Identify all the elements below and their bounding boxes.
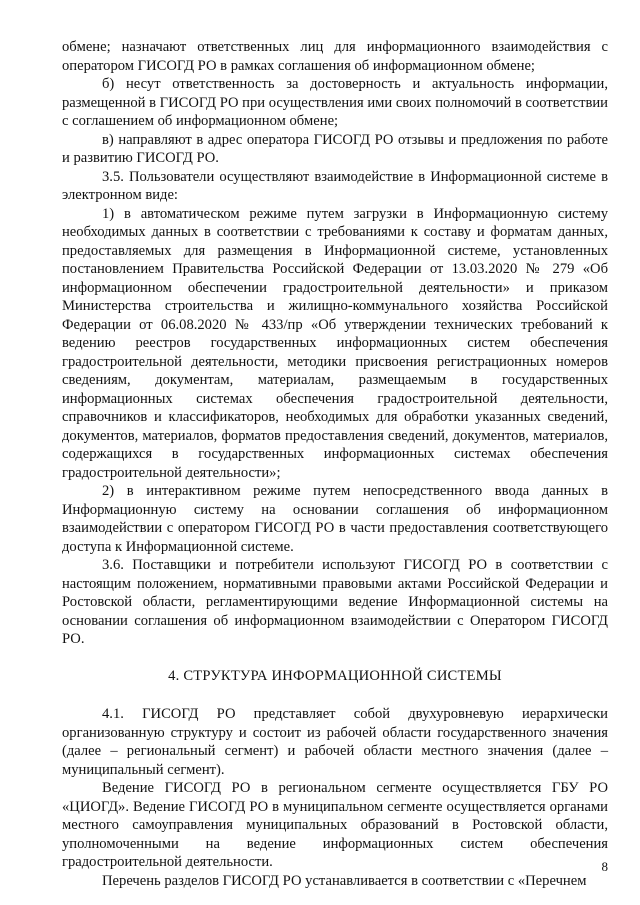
paragraph: б) несут ответственность за достоверность и актуальность информации, размещенной в ГИСОГД РО при осуществления ими своих полномочий в соответствии с соглашением об информационном обмене; bbox=[62, 76, 608, 129]
paragraph: 3.6. Поставщики и потребители используют ГИСОГД РО в соответствии с настоящим положением, нормативными правовыми актами Российской Федерации и Ростовской области, регламентирующими ведение Информационной системы на основании соглашения об информационном взаимодействии с Оператором ГИСОГД РО. bbox=[62, 557, 608, 647]
paragraph: Ведение ГИСОГД РО в региональном сегменте осуществляется ГБУ РО «ЦИОГД». Ведение ГИСОГД РО в муниципальном сегменте осуществляется органами местного самоуправления муниципальных образований в Ростовской области, уполномоченными на ведение информационных систем обеспечения градостроительной деятельности. bbox=[62, 780, 608, 870]
paragraph: 3.5. Пользователи осуществляют взаимодействие в Информационной системе в электронном виде: bbox=[62, 168, 608, 203]
paragraph: Перечень разделов ГИСОГД РО устанавливается в соответствии с «Перечнем bbox=[102, 872, 587, 889]
paragraph: 1) в автоматическом режиме путем загрузки в Информационную систему необходимых данных в соответствии с требованиями к составу и форматам данных, предоставляемых для размещения в Информационной системе, установленных постановлением Правительства Российской Федерации от 13.03.2020 № 279 «Об информационном обеспечении градостроительной деятельности» и приказом Министерства строительства и жилищно-коммунального хозяйства Российской Федерации от 06.08.2020 № 433/пр «Об утверждении технических требований к ведению реестров государственных информационных систем обеспечения градостроительной деятельности, методики присвоения регистрационных номеров сведениям, документам, материалам, размещаемым в государственных информационных системах обеспечения градостроительной деятельности, справочников и классификаторов, необходимых для обработки указанных сведений, документов, материалов, форматов предоставления сведений, документов, материалов, содержащихся в государственных информационных системах обеспечения градостроительной деятельности»; bbox=[62, 205, 608, 481]
page-number: 8 bbox=[601, 859, 608, 874]
section-heading: 4. СТРУКТУРА ИНФОРМАЦИОННОЙ СИСТЕМЫ bbox=[168, 667, 502, 684]
text-block-top bbox=[62, 38, 608, 649]
paragraph: 4.1. ГИСОГД РО представляет собой двухуровневую иерархически организованную структуру и состоит из рабочей области государственного значения (далее – региональный сегмент) и рабочей области местного значения (далее – муниципальный сегмент). bbox=[62, 706, 608, 778]
paragraph: 2) в интерактивном режиме путем непосредственного ввода данных в Информационную систему на основании соглашения об информационном взаимодействии с оператором ГИСОГД РО в части предоставления соответствующего доступа к Информационной системе. bbox=[62, 483, 608, 555]
document-page bbox=[62, 38, 608, 890]
paragraph: в) направляют в адрес оператора ГИСОГД РО отзывы и предложения по работе и развитию ГИСОГД РО. bbox=[62, 131, 608, 166]
text-block-bottom bbox=[62, 705, 608, 890]
paragraph: обмене; назначают ответственных лиц для информационного взаимодействия с оператором ГИСОГД РО в рамках соглашения об информационном обмене; bbox=[62, 39, 608, 74]
